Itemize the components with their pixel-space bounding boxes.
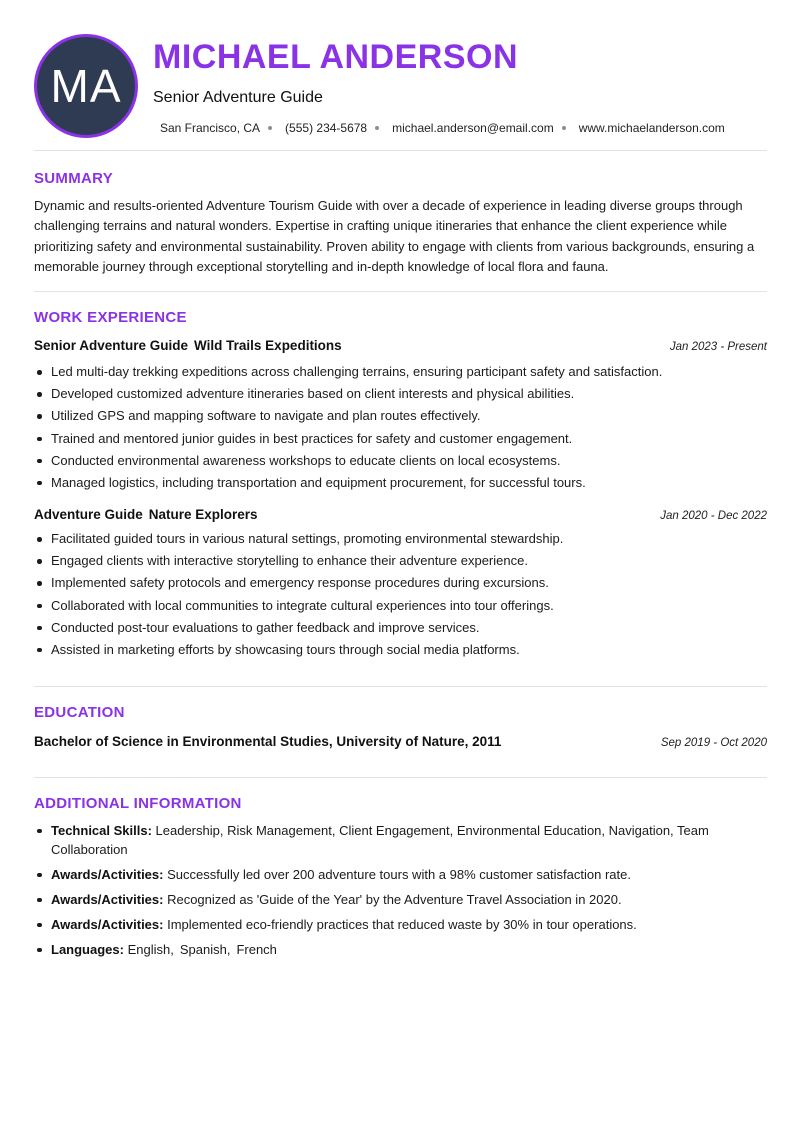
section-divider (34, 777, 767, 778)
section-divider (34, 291, 767, 292)
education-heading: EDUCATION (34, 704, 125, 721)
job-role-line (34, 506, 258, 524)
language: Spanish, (179, 942, 231, 957)
language: French (236, 942, 277, 957)
item-text: Successfully led over 200 adventure tours with a 98% customer satisfaction rate. (163, 867, 631, 882)
item-text: Implemented eco-friendly practices that reduced waste by 30% in tour operations. (163, 917, 637, 932)
list-item: Assisted in marketing efforts by showcasing tours through social media platforms. (34, 639, 767, 661)
separator-dot-icon (268, 126, 272, 130)
item-label: Awards/Activities: (51, 892, 164, 907)
contact-phone[interactable]: (555) 234-5678 (285, 121, 368, 135)
list-item: Collaborated with local communities to integrate cultural experiences into tour offerings. (34, 595, 767, 617)
summary-heading: SUMMARY (34, 170, 114, 187)
section-divider (34, 686, 767, 687)
avatar-initials: MA (50, 60, 122, 112)
job-title: Senior Adventure Guide (153, 89, 323, 106)
list-item: Facilitated guided tours in various natural settings, promoting environmental stewardship. (34, 528, 767, 550)
section-divider (34, 150, 767, 151)
language: English, (127, 942, 174, 957)
job-bullet-list (34, 528, 767, 661)
separator-dot-icon (562, 126, 566, 130)
item-text: Recognized as 'Guide of the Year' by the Adventure Travel Association in 2020. (163, 892, 622, 907)
list-item (34, 940, 767, 959)
item-label: Awards/Activities: (51, 867, 164, 882)
languages-label: Languages: (51, 942, 124, 957)
experience-heading: WORK EXPERIENCE (34, 309, 187, 326)
list-item: Conducted post-tour evaluations to gather feedback and improve services. (34, 617, 767, 639)
job-dates: Jan 2020 - Dec 2022 (660, 510, 767, 522)
item-text: Leadership, Risk Management, Client Engagement, Environmental Education, Navigation, Team Collaboration (51, 823, 709, 857)
list-item: Engaged clients with interactive storytelling to enhance their adventure experience. (34, 550, 767, 572)
item-label: Awards/Activities: (51, 917, 164, 932)
job-company: Wild Trails Expeditions (194, 338, 342, 353)
list-item (34, 865, 767, 884)
contact-website[interactable]: www.michaelanderson.com (578, 121, 725, 135)
summary-text: Dynamic and results-oriented Adventure Tourism Guide with over a decade of experience in leading diverse groups through challenging terrains and natural wonders. Expertise in crafting unique itineraries that enhance the client experience while prioritizing safety and environmental sustainability. Proven ability to engage with clients from various backgrounds, ensuring a memorable journey through exceptional storytelling and in-depth knowledge of local flora and fauna. (34, 198, 755, 275)
list-item: Utilized GPS and mapping software to navigate and plan routes effectively. (34, 405, 767, 427)
education-dates: Sep 2019 - Oct 2020 (660, 737, 767, 749)
item-label: Technical Skills: (51, 823, 152, 838)
contact-location: San Francisco, CA (160, 121, 261, 135)
job-role: Senior Adventure Guide (34, 338, 189, 353)
job-header (34, 506, 767, 525)
job-company: Nature Explorers (148, 507, 258, 522)
list-item: Led multi-day trekking expeditions across challenging terrains, ensuring participant safety and satisfaction. (34, 361, 767, 383)
additional-info-list (34, 821, 767, 965)
list-item (34, 890, 767, 909)
separator-dot-icon (375, 126, 379, 130)
job-role-line (34, 337, 342, 355)
contact-bar (160, 120, 725, 136)
list-item: Trained and mentored junior guides in best practices for safety and customer engagement. (34, 428, 767, 450)
education-entry (34, 733, 767, 752)
contact-email[interactable]: michael.anderson@email.com (392, 121, 554, 135)
list-item: Developed customized adventure itineraries based on client interests and physical abilities. (34, 383, 767, 405)
list-item: Conducted environmental awareness workshops to educate clients on local ecosystems. (34, 450, 767, 472)
candidate-name: MICHAEL ANDERSON (153, 38, 519, 76)
list-item (34, 915, 767, 934)
job-role: Adventure Guide (34, 507, 143, 522)
education-degree: Bachelor of Science in Environmental Studies, University of Nature, 2011 (34, 734, 502, 749)
list-item: Managed logistics, including transportation and equipment procurement, for successful tours. (34, 472, 767, 494)
job-bullet-list (34, 361, 767, 494)
job-dates: Jan 2023 - Present (669, 341, 767, 353)
list-item (34, 821, 767, 859)
list-item: Implemented safety protocols and emergency response procedures during excursions. (34, 572, 767, 594)
avatar (34, 34, 138, 138)
additional-heading: ADDITIONAL INFORMATION (34, 795, 242, 812)
job-header (34, 337, 767, 356)
